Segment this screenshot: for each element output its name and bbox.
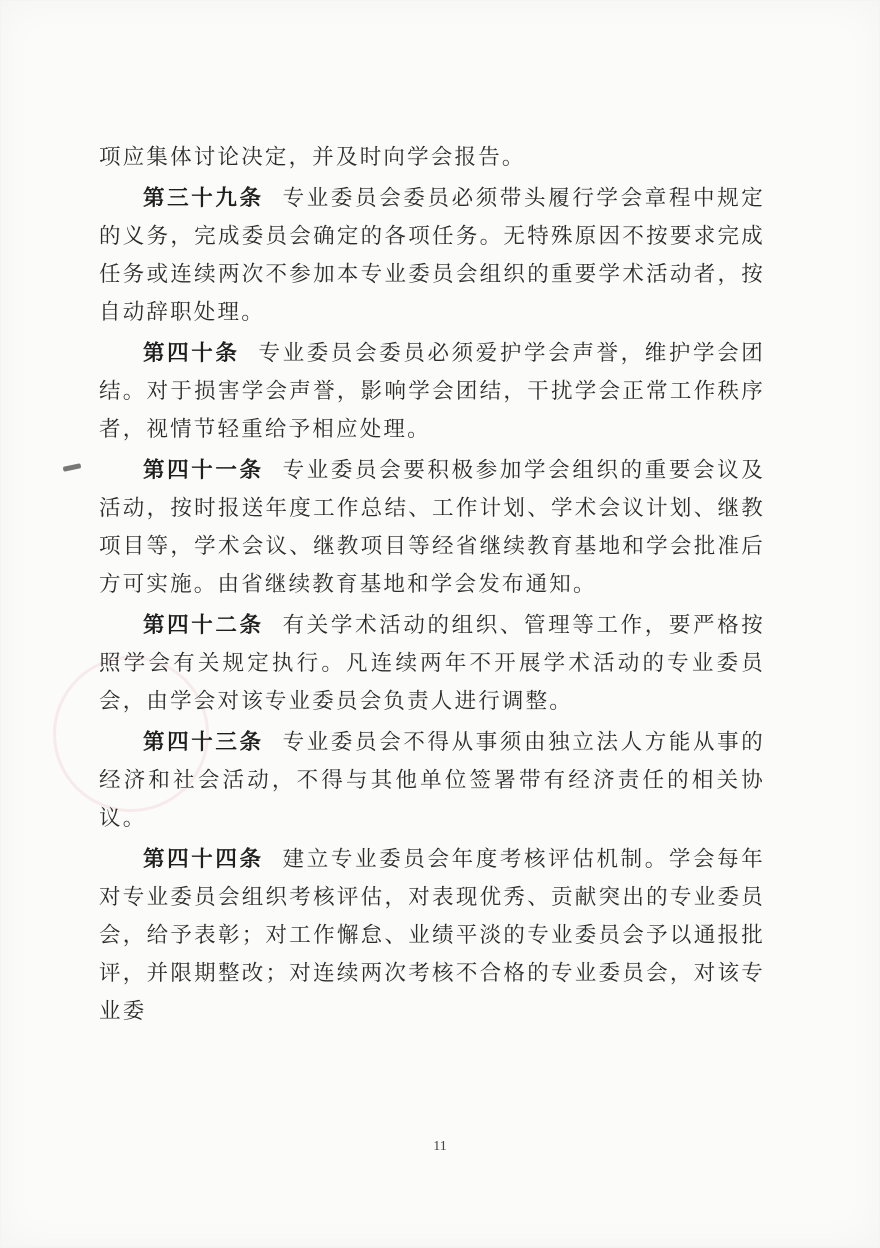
scan-mark [63,463,82,472]
article-heading: 第三十九条 [143,186,264,211]
article-41 [99,452,765,604]
article-heading: 第四十三条 [143,730,264,755]
article-heading: 第四十一条 [143,458,264,483]
article-text: 专业委员会委员必须带头履行学会章程中规定的义务，完成委员会确定的各项任务。无特殊原因不按要求完成任务或连续两次不参加本专业委员会组织的重要学术活动者，按自动辞职处理。 [99,186,765,325]
article-text: 专业委员会不得从事须由独立法人方能从事的经济和社会活动，不得与其他单位签署带有经济责任的相关协议。 [99,730,765,831]
article-44 [99,841,765,1031]
article-39 [99,180,765,332]
article-42 [99,607,765,721]
article-text: 专业委员会委员必须爱护学会声誉，维护学会团结。对于损害学会声誉，影响学会团结，干扰学会正常工作秩序者，视情节轻重给予相应处理。 [99,341,765,442]
paragraph-continuation [99,139,765,177]
article-text: 建立专业委员会年度考核评估机制。学会每年对专业委员会组织考核评估，对表现优秀、贡献突出的专业委员会，给予表彰；对工作懈怠、业绩平淡的专业委员会予以通报批评，并限期整改；对连续两次考核不合格的专业委员会，对该专业委 [99,847,765,1024]
article-heading: 第四十二条 [143,613,264,638]
article-text: 有关学术活动的组织、管理等工作，要严格按照学会有关规定执行。凡连续两年不开展学术活动的专业委员会，由学会对该专业委员会负责人进行调整。 [99,613,765,714]
article-text: 专业委员会要积极参加学会组织的重要会议及活动，按时报送年度工作总结、工作计划、学术会议计划、继教项目等，学术会议、继教项目等经省继续教育基地和学会批准后方可实施。由省继续教育基地和学会发布通知。 [99,458,765,597]
paragraph-text: 项应集体讨论决定，并及时向学会报告。 [99,145,526,170]
article-heading: 第四十条 [143,341,240,366]
document-page [1,1,879,1246]
article-43 [99,724,765,838]
document-body [99,139,765,1031]
article-heading: 第四十四条 [143,847,264,872]
page-number: 11 [433,1139,447,1154]
article-40 [99,335,765,449]
